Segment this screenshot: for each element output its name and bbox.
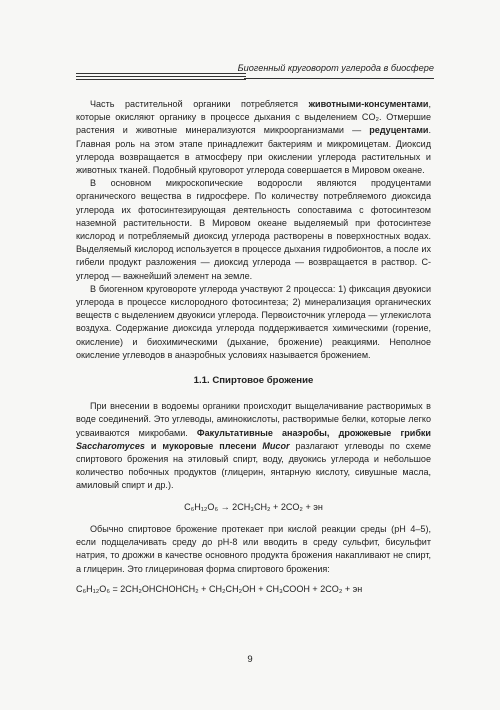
header-rule-lines: [76, 73, 246, 82]
page-number: 9: [247, 654, 253, 665]
paragraph-text: разлагают углеводы по схеме спиртового брожения на этиловый спирт, воду, двуокись углерода и небольшое количество побочных продуктов (глицерин, янтарную кислоту, сивушные масла, амиловый спирт и др.).: [76, 440, 431, 491]
running-header-title: Биогенный круговорот углерода в биосфере: [237, 63, 434, 73]
term-saccharomyces: Saccharomyces: [76, 440, 145, 451]
term-consumers: животными-консументами: [308, 99, 429, 109]
term-molds: и мукоровые плесени: [144, 440, 263, 451]
paragraph-text: . Главная роль на этом этапе принадлежит бактериям и микромицетам. Диоксид углерода возвращается в атмосферу при окислении углерода растительных и животных тканей. Подобный круговорот углерода совершается в Мировом океане.: [76, 125, 431, 176]
paragraph-text: При внесении в водоемы органики происходит выщелачивание растворимых в воде соединений. Это углеводы, аминокислоты, растворимые белки, которые легко усваиваются микробами.: [76, 401, 431, 438]
paragraph-3: В биогенном круговороте углерода участвуют 2 процесса: 1) фиксация двуокиси углерода в процессе кислородного фотосинтеза; 2) минерализация органических веществ с выделением двуокиси углерода. Первоисточник углерода — углекислота воздуха. Содержание диоксида углерода поддерживается химическими (горение, окисление) и биохимическими (дыхание, брожение) реакциями. Неполное окисление углеводов в анаэробных условиях называется брожением.: [76, 283, 431, 360]
term-anaerobes: Факультативные анаэробы, дрожжевые грибки: [196, 427, 431, 438]
paragraph-text: Часть растительной органики потребляется: [90, 99, 309, 109]
paragraph-2: В основном микроскопические водоросли являются продуцентами органического вещества в гидросфере. По количеству потребляемого диоксида углерода их фотосинтезирующая деятельность сопоставима с фотосинтезом наземной растительности. В Мировом океане выделяемый при фотосинтезе кислород и потребляемый диоксид углерода растворены в поверхностных водах. Выделяемый кислород используется в процессе дыхания гидробионтов, а после их гибели продукт разложения — диоксид углерода — возвращается в раствор. С-углерод — важнейший элемент на земле.: [76, 178, 431, 281]
equation-alcoholic-fermentation: C₆H₁₂O₆ → 2CH₃CH₂ + 2CO₂ + эн: [184, 501, 323, 512]
term-mucor: Mucor: [262, 440, 290, 451]
page-body: [76, 98, 431, 596]
header-underline: [244, 78, 434, 79]
paragraph-1: [76, 98, 431, 177]
equation-glycerol-fermentation: C₆H₁₂O₆ = 2CH₂OHCHOHCH₂ + CH₂CH₂OH + CH₃COOH + 2CO₂ + эн: [76, 583, 363, 594]
running-header: [76, 62, 434, 82]
section-heading: 1.1. Спиртовое брожение: [193, 375, 314, 387]
term-reducers: редуцентами: [369, 125, 429, 136]
paragraph-text: , которые окисляют органику в процессе дыхания с выделением CO₂. Отмершие растения и животные минерализуются микроорганизмами —: [76, 99, 431, 136]
paragraph-5: Обычно спиртовое брожение протекает при кислой реакции среды (pH 4–5), если подщелачивать среду до pH-8 или вводить в среду сульфит, бисульфит натрия, то дрожжи в качестве основного продукта брожения накапливают не спирт, а глицерин. Это глицериновая форма спиртового брожения:: [76, 523, 431, 574]
paragraph-4: [76, 400, 431, 492]
